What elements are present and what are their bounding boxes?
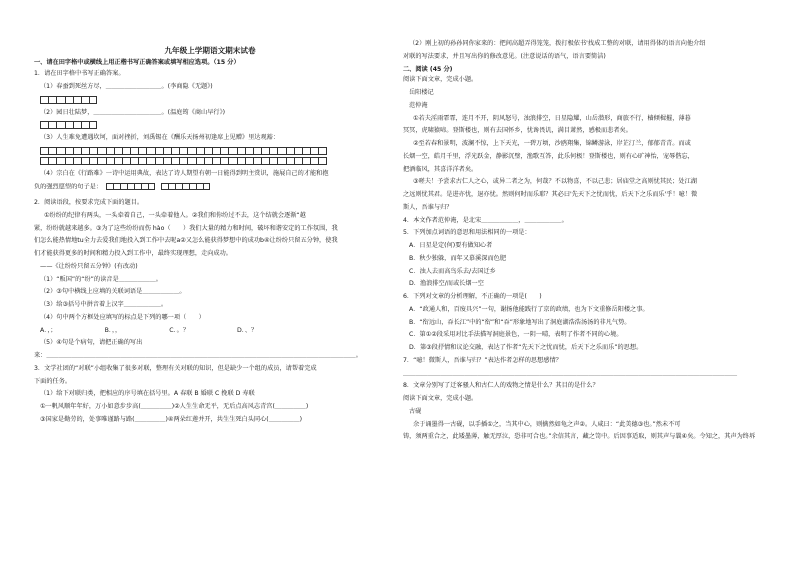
passage-2-title: 古砚 bbox=[409, 407, 422, 415]
question-8: 8．文章分别写了迁客骚人和古仁人的戏物之情是什么？其目的是什么？ bbox=[403, 382, 599, 390]
exam-title: 九年级上学期语文期末试卷 bbox=[164, 46, 256, 55]
left-column bbox=[34, 36, 386, 429]
question-2-2: （2）③句中横线上应填的关联词语是＿＿＿＿＿＿。 bbox=[40, 288, 186, 296]
right-column bbox=[403, 40, 765, 446]
question-2-5-answer-line[interactable]: 来：＿＿＿＿＿＿＿＿＿＿＿＿＿＿＿＿＿＿＿＿＿＿＿＿＿＿＿＿＿＿＿＿＿＿＿＿＿＿＿＿＿＿＿＿＿＿＿＿＿＿。 bbox=[34, 352, 362, 360]
passage-2-line-1: 余于诵墨得一古砚，以手插①之，当其中心，则擒然如龟之声②。人咸曰：“此美德③也。”然未不可 bbox=[413, 420, 681, 428]
passage-p3-line-3: 斯人，吾谁与归？ bbox=[403, 203, 453, 211]
writing-grid-6[interactable] bbox=[161, 183, 210, 190]
section-2-heading: 二、阅读 (45 分) bbox=[403, 65, 453, 73]
question-7: 7．“噫！微斯人，吾谁与归？”表达作者怎样的思想感情？ bbox=[403, 356, 562, 364]
question-5-option-b[interactable]: B．秋少独躲，而年又慕溪深而色肥 bbox=[409, 254, 507, 262]
passage-p2-line-3: 把酒临风，其喜洋洋者矣。 bbox=[403, 165, 478, 173]
question-1-4: （4）宗白在《行路难》一诗中运用典故，表达了诗人期望有朝一日能得到明主赏识，施展自己的才能和抱 bbox=[40, 170, 329, 178]
question-2-4-options bbox=[34, 327, 386, 335]
passage-p3-line-2: 之远则忧其君。是进亦忧，退亦忧。然则何时而乐耶？其必曰'先天下之忧而忧，后天下之乐而乐'乎！噫！微 bbox=[403, 191, 698, 198]
couplet-line-2: ③国家是勤劳的，处事唯谨路与路(＿＿＿＿＿)④两朵红莲并开，共生生死白头同心(＿＿＿＿＿) bbox=[40, 415, 303, 423]
question-6-option-a[interactable]: A．“政通人和，百废具兴”一句，谢扬他能践行了京的政绩，也为下文重修岳阳楼之事。 bbox=[409, 305, 649, 313]
question-1-4-label: 负的强烈愿望的句子是： bbox=[34, 183, 103, 191]
writing-grid-3[interactable] bbox=[40, 147, 386, 155]
option-b[interactable]: B．，， bbox=[104, 326, 122, 334]
question-7-answer-line[interactable]: ＿＿＿＿＿＿＿＿＿＿＿＿＿＿＿＿＿＿＿＿＿＿＿＿＿＿＿＿＿＿＿＿＿＿＿＿＿＿＿＿＿＿＿＿＿＿＿＿＿＿＿＿＿＿ bbox=[403, 369, 738, 377]
reading-lead-2: 阅读下面文章，完成小题。 bbox=[403, 395, 478, 402]
passage-title: 岳阳楼记 bbox=[409, 89, 434, 96]
passage-p2-line-2: 长烟一空，皓月千里，浮光跃金，静影沉璧，渔歌互答，此乐何极！登斯楼也，则有心旷神怡，宠辱偕忘， bbox=[403, 152, 694, 160]
question-1-1: （1）春蚕到死丝方尽，＿＿＿＿＿＿＿＿＿。(李商隐《无题》) bbox=[40, 82, 213, 90]
passage-line-4: 们才能获得更多的时间和精力投入到工作中，最终实现理想，走向成功。 bbox=[34, 250, 232, 258]
question-5-option-d[interactable]: D．渔浪排空/而或长烟一空 bbox=[409, 280, 484, 288]
writing-grid-4[interactable] bbox=[40, 157, 386, 165]
question-3-1: （1）给下对联归类，把相应的序号填在括号里。A 春联 B 婚联 C 挽联 D 寿联 bbox=[40, 390, 255, 398]
option-a[interactable]: A．，； bbox=[40, 326, 57, 334]
question-3-2-cont: 对联的写法要求，并且写出你的修改意见。(注意说话的语气，语言要简洁) bbox=[403, 52, 606, 60]
passage-p1-line-1: ①若夫淫雨霏霏，连月不开，阴风怒号，浊浪排空，日星隐耀，山岳潜形，商旅不行，樯倾楫摧，薄暮 bbox=[413, 114, 691, 122]
question-2-5: （5）④句是个病句，请把正确的写出 bbox=[40, 339, 143, 347]
question-2-3: （3）给③括号中拼音着上汉字＿＿＿＿＿＿。 bbox=[40, 301, 168, 309]
passage-author: 范仲淹 bbox=[409, 101, 428, 109]
option-d[interactable]: D．、？ bbox=[237, 326, 258, 334]
option-c[interactable]: C．。？ bbox=[169, 326, 190, 334]
passage-line-2: 紧，纷纷就越来越多。③为了这些纷纷而伤 hào（ ）我们大量的精力和时间，破坏和谐安定的工作氛围，我 bbox=[34, 224, 338, 232]
writing-grid-1[interactable] bbox=[40, 96, 386, 104]
question-1: 1．请在田字格中书写正确答案。 bbox=[34, 70, 125, 78]
question-6-option-b[interactable]: B．“衔远山，吞长江”中的“衔”和“吞”形象地写出了洞庭湖浩浩汤汤的非凡气势。 bbox=[409, 318, 631, 326]
question-6-option-c[interactable]: C．第①②段采用对比手法描写洞庭景色，一阴一晴，表明了作者不同的心境。 bbox=[409, 331, 623, 339]
passage-line-3: 们怎么能热情地tu全力去爱我们地投入到工作中去呢a②又怎么能获得梦想中的成功b④让纷纷只留五分钟，使我 bbox=[34, 237, 338, 245]
writing-grid-5[interactable] bbox=[106, 183, 155, 190]
section-1-heading: 一、请在田字格中或横线上用正楷书写正确答案或填写相应选项。（15 分） bbox=[34, 59, 240, 67]
passage-p3-line-1: ③嗟夫！予尝求古仁人之心，或异二者之为，何哉？不以物喜，不以己悲；居庙堂之高则忧其民；处江湖 bbox=[413, 178, 697, 186]
question-1-3: （3）人生难免遭遇坎坷，面对挫折，刘禹锡在《酬乐天扬州初逢席上见赠》里达观豁： bbox=[40, 134, 280, 142]
question-3-2: （2）刚上初的孙孙同你家来的：把间高超弄得笼笼，拨打极依书'找成工整的对联，请用得体的语言向他介绍 bbox=[409, 40, 706, 47]
question-3: 3．文学社团的“对联”小组收集了很多对联，整理有关对联的知识，但是缺少一个组的成员，请帮着完成 bbox=[34, 364, 317, 372]
couplet-line-1: ①一帆风顺年年好，万小如意步步高(＿＿＿＿＿)②人生生命无平，无后点高风志青宫(＿＿＿＿＿) bbox=[40, 403, 309, 411]
question-2-1: （1）“贩国”的“纷”的读音是＿＿＿＿＿＿。 bbox=[40, 275, 162, 283]
question-1-2: （2）园日壮陆梦，＿＿＿＿＿＿＿＿＿＿＿。(温庭筠《商山早行》) bbox=[40, 108, 226, 116]
question-5: 5．下列加点词语的意思和用法相同的一项是： bbox=[403, 229, 531, 237]
passage-p1-line-2: 冥冥，虎啸猿啼。登斯楼也，则有去国怀乡，忧谗畏讥，满目萧然，感极而悲者矣。 bbox=[403, 127, 632, 135]
question-5-option-c[interactable]: C．浊人去而高鸟乐去/去国迁乡 bbox=[409, 267, 496, 275]
question-3-cont: 下面的任务。 bbox=[34, 377, 72, 385]
passage-source: ——《让纷纷只留五分钟》(有改动) bbox=[40, 262, 138, 270]
question-6: 6．下列对文章的分析理解，不正确的一项是( ) bbox=[403, 293, 542, 300]
passage-2-line-2: 铸，须两重合之，此矮墨薄，触无厚泣，恐非可合也。”余信其言，藏之笥中。后因事适取，则其声与曩④矣。令知之，其声为终坼 bbox=[403, 433, 756, 441]
question-2: 2．阅读语段，按要求完成下面的题目。 bbox=[34, 199, 144, 207]
passage-line-1: ①纷纷的纪律有两头，一头牵着自己，一头牵着他人。②我们和你纷过不去，这个结就会逐渐“越 bbox=[44, 211, 306, 219]
writing-grid-2[interactable] bbox=[40, 121, 386, 129]
question-5-option-a[interactable]: A．日星是定(何)要有做知心者 bbox=[409, 242, 493, 249]
reading-lead-1: 阅读下面文章，完成小题。 bbox=[403, 76, 478, 84]
question-6-option-d[interactable]: D．第③段抒情和议论交融，表达了作者“先天下之忧而忧，后天下之乐而乐”的思想。 bbox=[409, 344, 643, 351]
question-4: 4．本文作者范仲淹，是北宋＿＿＿＿＿＿，＿＿＿＿＿＿。 bbox=[403, 216, 568, 224]
question-1-4-cont bbox=[34, 183, 386, 191]
passage-p2-line-1: ②至若春和景明，波澜不惊，上下天光，一碧万顷，沙鸥翔集，锦鳞游泳，岸芷汀兰，郁郁青青。而或 bbox=[413, 140, 691, 147]
question-2-4: （4）句中两个方框处应填写的标点是下列的哪一项（ ） bbox=[40, 313, 205, 321]
